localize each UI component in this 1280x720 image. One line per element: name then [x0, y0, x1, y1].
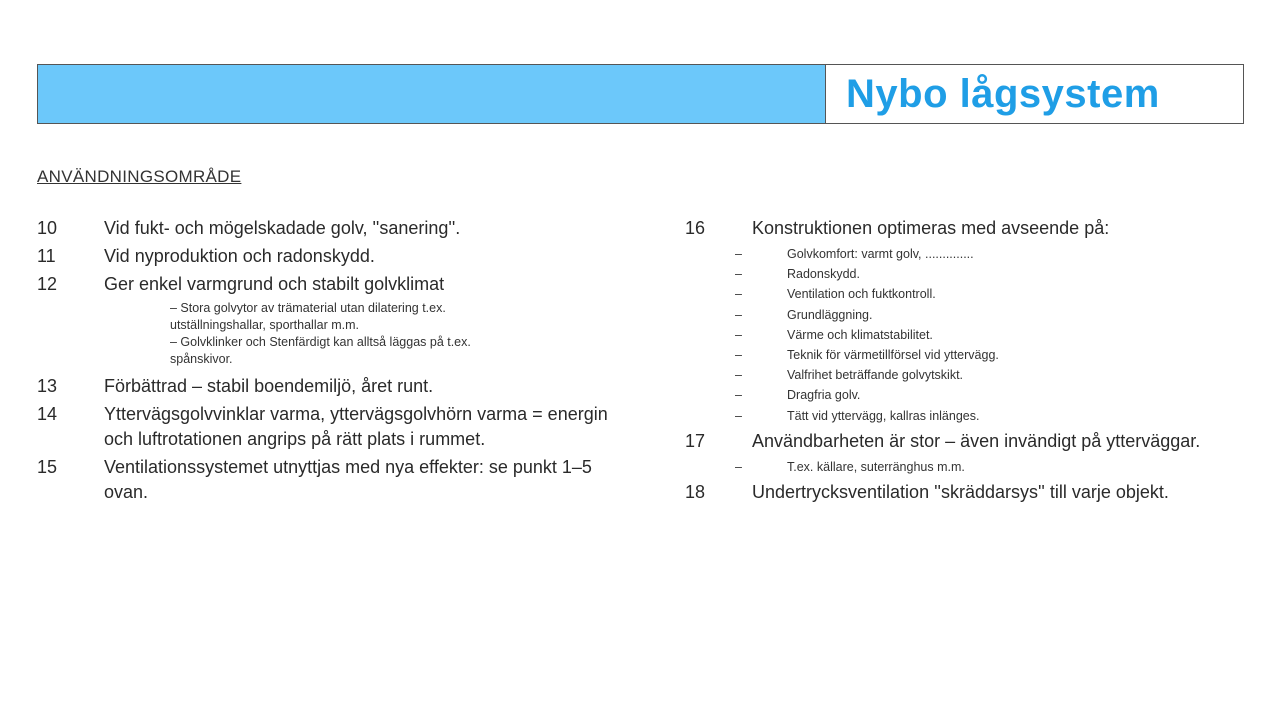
dash-marker: –: [735, 267, 742, 282]
sub-item: – Stora golvytor av trämaterial utan dilatering t.ex.: [170, 301, 446, 315]
dash-marker: –: [735, 287, 742, 302]
sub-item: [735, 284, 1245, 304]
page-title: Nybo lågsystem: [846, 71, 1160, 116]
sub-item-text: Värme och klimatstabilitet.: [787, 327, 933, 342]
item-text: Konstruktionen optimeras med avseende på:: [752, 218, 1110, 238]
item-text: Ventilationssystemet utnyttjas med nya effekter: se punkt 1–5 ovan.: [104, 457, 592, 502]
sub-list: [735, 457, 1245, 477]
sub-item: [735, 406, 1245, 426]
item-number: 10: [37, 218, 58, 238]
sub-item: [735, 244, 1245, 264]
banner-color-bar: [38, 65, 826, 123]
sub-list: [735, 244, 1245, 426]
sub-list: [170, 300, 617, 368]
sub-item-text: Teknik för värmetillförsel vid yttervägg.: [787, 348, 999, 363]
sub-item: [735, 305, 1245, 325]
sub-item-text: Tätt vid yttervägg, kallras inlänges.: [787, 408, 980, 423]
item-number: 15: [37, 457, 58, 477]
list-item: [37, 244, 617, 269]
dash-marker: –: [735, 408, 742, 423]
dash-marker: –: [735, 459, 742, 474]
item-text: Vid nyproduktion och radonskydd.: [104, 246, 375, 266]
right-column: [685, 216, 1245, 508]
list-item: [37, 272, 617, 297]
sub-item-text: T.ex. källare, suterränghus m.m.: [787, 459, 965, 474]
list-item: [685, 480, 1245, 505]
dash-marker: –: [735, 327, 742, 342]
sub-item-text: Valfrihet beträffande golvytskikt.: [787, 368, 964, 383]
dash-marker: –: [735, 348, 742, 363]
item-number: 17: [685, 430, 706, 451]
sub-item-text: Dragfria golv.: [787, 388, 861, 403]
item-number: 18: [685, 482, 706, 503]
sub-item: [735, 325, 1245, 345]
list-item: [37, 402, 617, 452]
item-number: 16: [685, 218, 706, 238]
sub-item: [735, 385, 1245, 405]
list-item: [37, 374, 617, 399]
item-number: 14: [37, 404, 58, 424]
title-banner: [37, 64, 1244, 124]
item-text: Ger enkel varmgrund och stabilt golvklimat: [104, 274, 445, 294]
list-item: [37, 455, 617, 505]
dash-marker: –: [735, 388, 742, 403]
list-item: [685, 429, 1245, 454]
item-text: Vid fukt- och mögelskadade golv, ''sanering''.: [104, 218, 461, 238]
item-text: Undertrycksventilation ''skräddarsys'' till varje objekt.: [752, 482, 1169, 503]
sub-item: – Golvklinker och Stenfärdigt kan alltså läggas på t.ex.: [170, 335, 471, 349]
sub-item-text: Golvkomfort: varmt golv, ..............: [787, 247, 974, 261]
sub-item-text: Ventilation och fuktkontroll.: [787, 287, 936, 302]
list-item: [685, 216, 1245, 241]
item-number: 11: [37, 246, 56, 266]
sub-item: [735, 365, 1245, 385]
dash-marker: –: [735, 368, 742, 383]
item-text: Förbättrad – stabil boendemiljö, året runt.: [104, 376, 434, 396]
left-column: [37, 216, 617, 508]
sub-item: [735, 264, 1245, 284]
item-text: Användbarheten är stor – även invändigt på ytterväggar.: [752, 430, 1201, 451]
sub-item: utställningshallar, sporthallar m.m.: [170, 318, 359, 332]
sub-item-text: Radonskydd.: [787, 267, 860, 282]
dash-marker: –: [735, 307, 742, 322]
item-text: Yttervägsgolvvinklar varma, yttervägsgolvhörn varma = energin och luftrotationen angrips på rätt plats i rummet.: [104, 404, 608, 449]
item-number: 13: [37, 376, 58, 396]
list-item: [37, 216, 617, 241]
section-heading: ANVÄNDNINGSOMRÅDE: [37, 167, 242, 186]
sub-item: spånskivor.: [170, 352, 233, 366]
dash-marker: –: [735, 247, 742, 261]
sub-item: [735, 345, 1245, 365]
item-number: 12: [37, 274, 58, 294]
sub-item-text: Grundläggning.: [787, 307, 873, 322]
sub-item: [735, 457, 1245, 477]
